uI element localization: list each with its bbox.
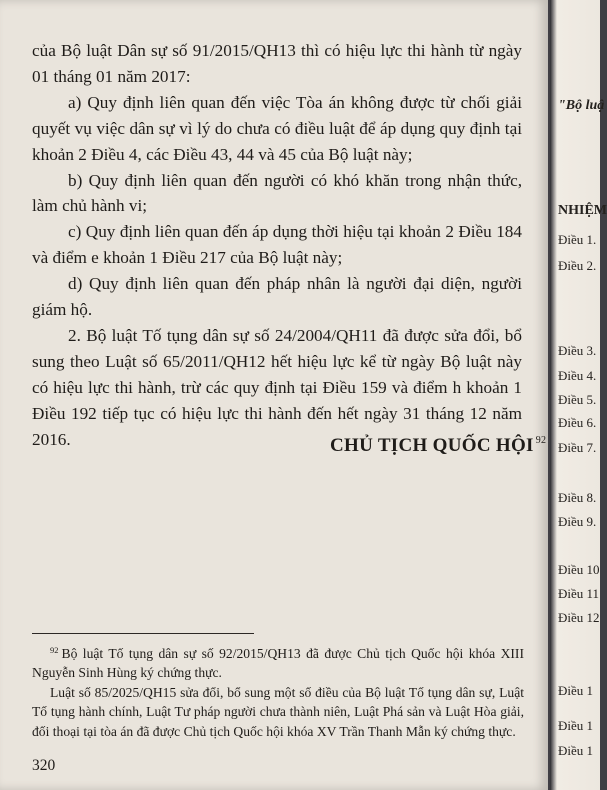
next-page-item: Điều 2. — [558, 258, 597, 273]
footnote-marker: 92 — [50, 645, 59, 655]
paragraph-a: a) Quy định liên quan đến việc Tòa án không được từ chối giải quyết vụ việc dân sự vì lý do chưa có điều luật để áp dụng quy định tại khoản 2 Điều 4, các Điều 43, 44 và 45 của Bộ luật này; — [32, 92, 522, 164]
paragraph-c: c) Quy định liên quan đến áp dụng thời hiệu tại khoản 2 Điều 184 và điểm e khoản 1 Điều 217 của Bộ luật này; — [32, 222, 522, 268]
footnote-divider — [32, 633, 254, 634]
signature-text: CHỦ TỊCH QUỐC HỘI — [330, 435, 534, 456]
paragraph-b: b) Quy định liên quan đến người có khó khăn trong nhận thức, làm chủ hành vi; — [32, 170, 522, 216]
next-page-item: Điều 7. — [558, 440, 597, 455]
footnote-line-2: Luật số 85/2025/QH15 sửa đổi, bổ sung một số điều của Bộ luật Tố tụng dân sự, Luật Tố tụng hành chính, Luật Tư pháp người chưa thành niên, Luật Phá sản và Luật Hòa giải, đối thoại tại tòa án đã được Chủ tịch Quốc hội khóa XV Trần Thanh Mẫn ký chứng thực. — [32, 684, 524, 739]
next-page-edge — [550, 0, 607, 790]
next-page-section: NHIỆM — [558, 203, 607, 218]
next-page-item: Điều 3. — [558, 343, 597, 358]
next-page-item: Điều 1 — [558, 683, 594, 698]
signature-title — [330, 435, 547, 457]
next-page-item: Điều 1 — [558, 743, 594, 758]
next-page-item: Điều 5. — [558, 392, 597, 407]
next-page-item: Điều 6. — [558, 415, 597, 430]
signature-footnote-ref: 92 — [535, 435, 547, 446]
next-page-header: "Bộ luậ — [558, 98, 605, 113]
page-number: 320 — [32, 757, 56, 774]
next-page-item: Điều 9. — [558, 514, 597, 529]
next-page-item: Điều 1. — [558, 232, 597, 247]
footnote — [32, 641, 524, 741]
next-page-item: Điều 11 — [558, 586, 600, 601]
next-page-item: Điều 1 — [558, 718, 594, 733]
next-page-item: Điều 4. — [558, 368, 597, 383]
next-page-item: Điều 12 — [558, 610, 600, 625]
paragraph-2: 2. Bộ luật Tố tụng dân sự số 24/2004/QH11 đã được sửa đổi, bổ sung theo Luật số 65/2011/QH12 hết hiệu lực kể từ ngày Bộ luật này có hiệu lực thi hành, trừ các quy định tại Điều 159 và điểm h khoản 1 Điều 192 tiếp tục có hiệu lực thi hành đến hết ngày 31 tháng 12 năm 2016. — [32, 325, 522, 449]
paragraph-d: d) Quy định liên quan đến pháp nhân là người đại diện, người giám hộ. — [32, 274, 522, 320]
next-page-item: Điều 8. — [558, 490, 597, 505]
body-text — [32, 38, 522, 453]
next-page-item: Điều 10 — [558, 562, 600, 577]
paragraph-continuation: của Bộ luật Dân sự số 91/2015/QH13 thì có hiệu lực thi hành từ ngày 01 tháng 01 năm 2017: — [32, 41, 522, 86]
footnote-text-1: Bộ luật Tố tụng dân sự số 92/2015/QH13 đã được Chủ tịch Quốc hội khóa XIII Nguyễn Sinh Hùng ký chứng thực. — [32, 646, 524, 681]
footnote-line-1 — [32, 641, 524, 683]
